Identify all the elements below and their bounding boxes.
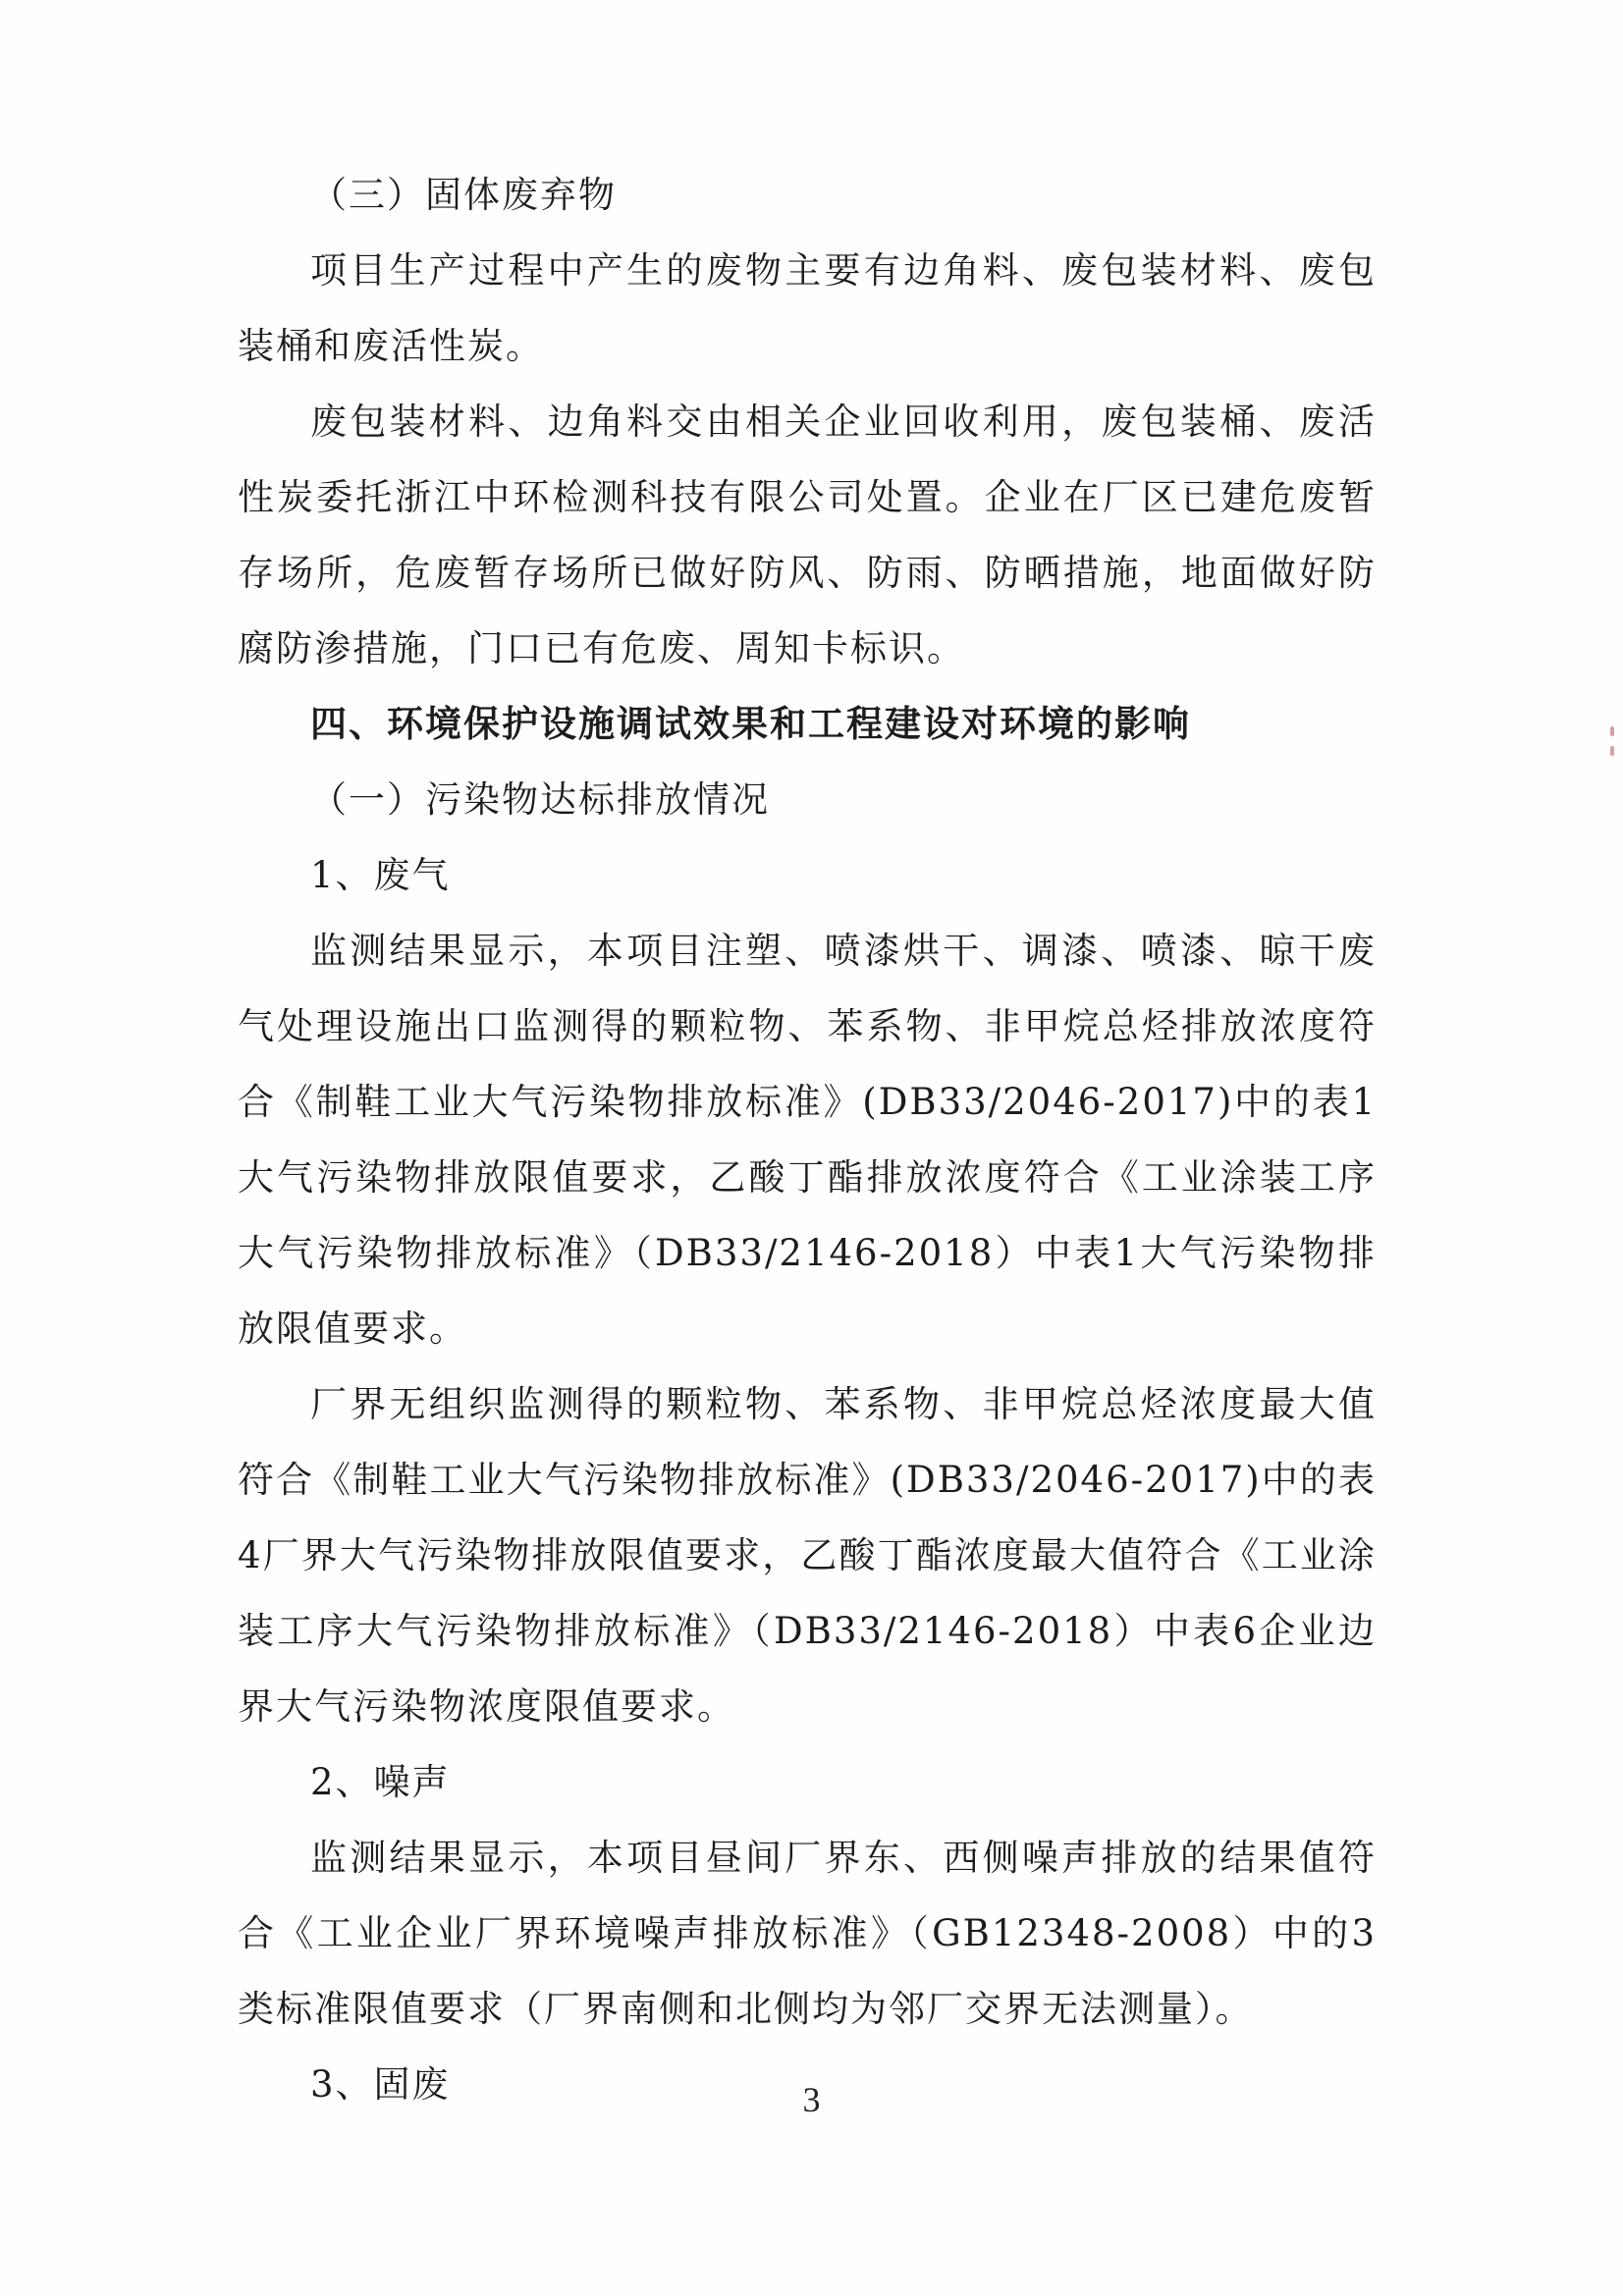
paragraph-waste-disposal: 废包装材料、边角料交由相关企业回收利用，废包装桶、废活性炭委托浙江中环检测科技有限公司处置。企业在厂区已建危废暂存场所，危废暂存场所已做好防风、防雨、防晒措施，地面做好防腐防渗措施，门口已有危废、周知卡标识。 — [238, 400, 1377, 669]
scan-edge-mark — [1610, 726, 1614, 736]
page-body — [238, 157, 1377, 2122]
paragraph-exhaust-outlet: 监测结果显示，本项目注塑、喷漆烘干、调漆、喷漆、晾干废气处理设施出口监测得的颗粒物、苯系物、非甲烷总烃排放浓度符合《制鞋工业大气污染物排放标准》(DB33/2046-2017)中的表1大气污染物排放限值要求，乙酸丁酯排放浓度符合《工业涂装工序大气污染物排放标准》（DB33/2146-2018）中表1大气污染物排放限值要求。 — [238, 930, 1377, 1350]
item-noise-heading: 2、噪声 — [310, 1761, 451, 1803]
page-number: 3 — [802, 2080, 821, 2119]
scan-edge-mark — [1610, 746, 1614, 756]
section-4-heading: 四、环境保护设施调试效果和工程建设对环境的影响 — [310, 702, 1191, 745]
paragraph-waste-types: 项目生产过程中产生的废物主要有边角料、废包装材料、废包装桶和废活性炭。 — [238, 249, 1377, 367]
paragraph-exhaust-boundary: 厂界无组织监测得的颗粒物、苯系物、非甲烷总烃浓度最大值符合《制鞋工业大气污染物排放标准》(DB33/2046-2017)中的表4厂界大气污染物排放限值要求，乙酸丁酯浓度最大值符合《工业涂装工序大气污染物排放标准》（DB33/2146-2018）中表6企业边界大气污染物浓度限值要求。 — [238, 1383, 1377, 1728]
paragraph-noise: 监测结果显示，本项目昼间厂界东、西侧噪声排放的结果值符合《工业企业厂界环境噪声排放标准》（GB12348-2008）中的3类标准限值要求（厂界南侧和北侧均为邻厂交界无法测量）。 — [238, 1837, 1377, 2030]
section-solid-waste-heading: （三）固体废弃物 — [310, 174, 617, 216]
item-solid-waste-heading: 3、固废 — [310, 2063, 451, 2106]
item-exhaust-heading: 1、废气 — [310, 854, 451, 896]
subsection-1-heading: （一）污染物达标排放情况 — [310, 778, 770, 821]
